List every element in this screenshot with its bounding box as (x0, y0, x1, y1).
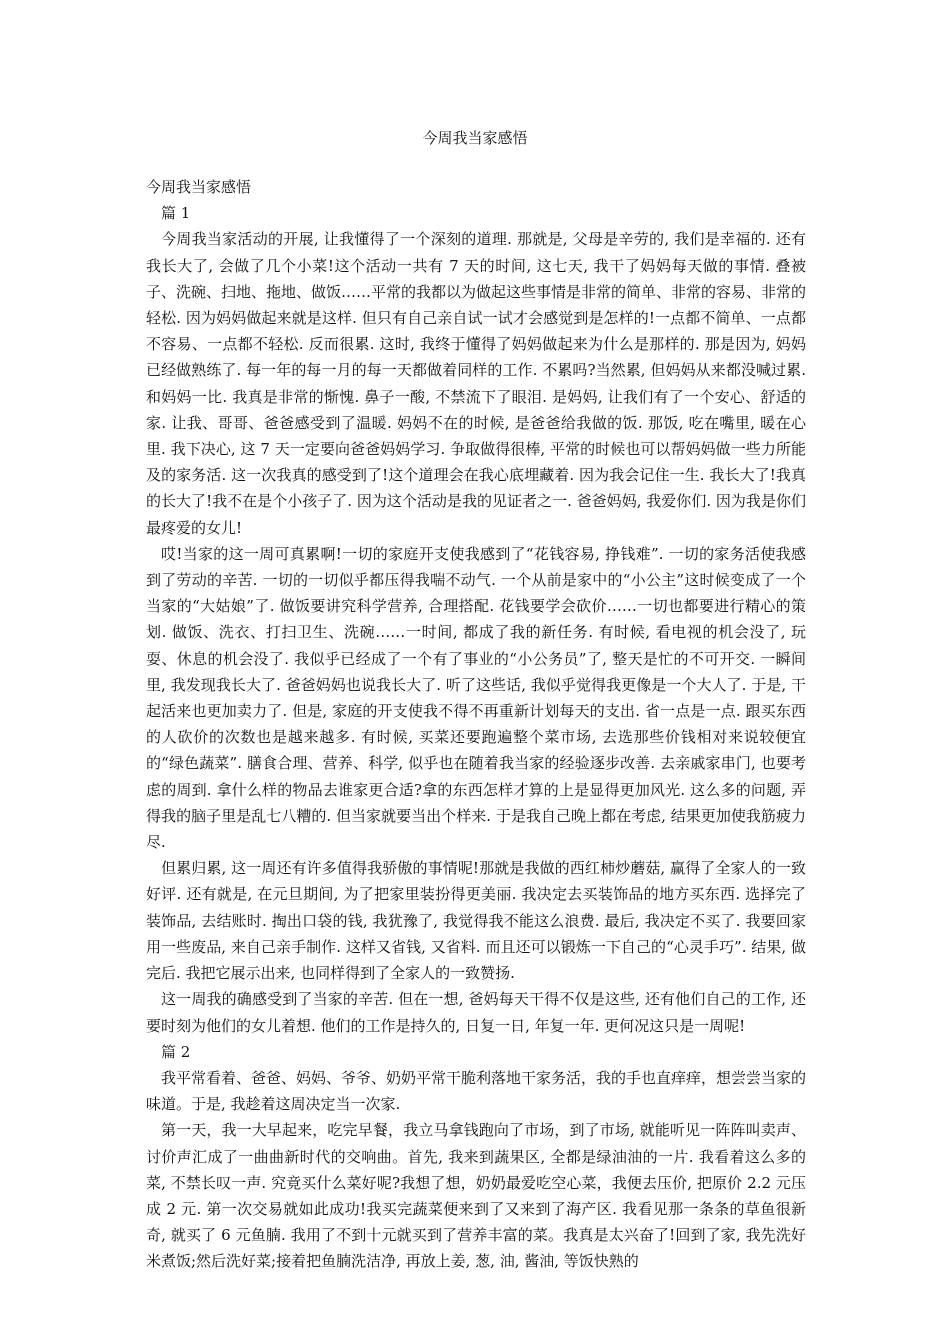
document-title: 今周我当家感悟 (422, 129, 528, 147)
paragraph: 哎!当家的这一周可真累啊!一切的家庭开支使我感到了“花钱容易, 挣钱难”. 一切的家务活使我感到了劳动的辛苦. 一切的一切似乎都压得我喘不动气. 一个从前是家中的“小公主”这时候变成了一个当家的“大姑娘”了. 做饭要讲究科学营养, 合理搭配. 花钱要学会砍价……一切也都要进行精心的策划. 做饭、洗衣、打扫卫生、洗碗……一时间, 都成了我的新任务. 有时候, 看电视的机会没了, 玩耍、休息的机会没了. 我似乎已经成了一个有了事业的“小公务员”了, 整天是忙的不可开交. 一瞬间里, 我发现我长大了. 爸爸妈妈也说我长大了. 听了这些话, 我似乎觉得我更像是一个大人了. 于是, 干起活来也更加卖力了. 但是, 家庭的开支使我不得不再重新计划每天的支出. 省一点是一点. 跟买东西的人砍价的次数也是越来越多. 有时候, 买菜还要跑遍整个菜市场, 去选那些价钱相对来说较便宜的“绿色蔬菜”. 膳食合理、营养、科学, 似乎也在随着我当家的经验逐步改善. 去亲戚家串门, 也要考虑的周到. 拿什么样的物品去谁家更合适?拿的东西怎样才算的上是显得更加风光. 这么多的问题, 弄得我的脑子里是乱七八糟的. 但当家就要当出个样来. 于是我自己晚上都在考虑, 结果更加使我筋疲力尽. (146, 544, 806, 852)
document-body (146, 174, 806, 1275)
paragraph: 第一天，我一大早起来，吃完早餐，我立马拿钱跑向了市场，到了市场, 就能听见一阵阵叫卖声、讨价声汇成了一曲曲新时代的交响曲。首先, 我来到蔬果区, 全都是绿油油的一片. 我看着这么多的菜, 不禁长叹一声. 究竟买什么菜好呢?我想了想，奶奶最爱吃空心菜，我便去压价, 把原价 2.2 元压成 2 元. 第一次交易就如此成功!我买完蔬菜便来到了又来到了海产区. 我看见那一条条的草鱼很新奇, 就买了 6 元鱼腩. 我用了不到十元就买到了营养丰富的菜。我真是太兴奋了!回到了家, 我先洗好米煮饭;然后洗好菜;接着把鱼腩洗洁净, 再放上姜, 葱, 油, 酱油, 等饭快熟的 (146, 1121, 806, 1271)
section-heading: 篇 1 (161, 204, 191, 223)
paragraph: 今周我当家活动的开展, 让我懂得了一个深刻的道理. 那就是, 父母是辛劳的, 我们是幸福的. 还有我长大了, 会做了几个小菜!这个活动一共有 7 天的时间, 这七天, 我干了妈妈每天做的事情. 叠被子、洗碗、扫地、拖地、做饭……平常的我都以为做起这些事情是非常的简单、非常的容易、非常的轻松. 因为妈妈做起来就是这样. 但只有自己亲自试一试才会感觉到是怎样的!一点都不简单、一点都不容易、一点都不轻松. 反而很累. 这时, 我终于懂得了妈妈做起来为什么是那样的. 那是因为, 妈妈已经做熟练了. 每一年的每一月的每一天都做着同样的工作. 不累吗?当然累, 但妈妈从来都没喊过累. 和妈妈一比. 我真是非常的惭愧. 鼻子一酸, 不禁流下了眼泪. 是妈妈, 让我们有了一个安心、舒适的家. 让我、哥哥、爸爸感受到了温暖. 妈妈不在的时候, 是爸爸给我做的饭. 那饭, 吃在嘴里, 暖在心里. 我下决心, 这 7 天一定要向爸爸妈妈学习. 争取做得很棒, 平常的时候也可以帮妈妈做一些力所能及的家务活. 这一次我真的感受到了!这个道理会在我心底埋藏着. 因为我会记住一生. 我长大了!我真的长大了!我不在是个小孩子了. 因为这个活动是我的见证者之一. 爸爸妈妈, 我爱你们. 因为我是你们最疼爱的女儿! (146, 230, 807, 537)
paragraph: 但累归累, 这一周还有许多值得我骄傲的事情呢!那就是我做的西红柿炒蘑菇, 赢得了全家人的一致好评. 还有就是, 在元旦期间, 为了把家里装扮得更美丽. 我决定去买装饰品的地方买东西. 选择完了装饰品, 去结账时. 掏出口袋的钱, 我犹豫了, 我觉得我不能这么浪费. 最后, 我决定不买了. 我要回家用一些废品, 来自己亲手制作. 这样又省钱, 又省料. 而且还可以锻炼一下自己的“心灵手巧”. 结果, 做完后. 我把它展示出来, 也同样得到了全家人的一致赞扬. (146, 859, 806, 983)
section-heading: 篇 2 (161, 1042, 191, 1061)
paragraph: 我平常看着、爸爸、妈妈、爷爷、奶奶平常干脆利落地干家务活，我的手也直痒痒，想尝尝当家的味道。于是, 我趁着这周决定当一次家. (146, 1068, 807, 1114)
paragraph: 这一周我的确感受到了当家的辛苦. 但在一想, 爸妈每天干得不仅是这些, 还有他们自己的工作, 还要时刻为他们的女儿着想. 他们的工作是持久的, 日复一日, 年复一年. 更何况这只是一周呢! (146, 990, 806, 1035)
document-subtitle: 今周我当家感悟 (146, 178, 252, 196)
